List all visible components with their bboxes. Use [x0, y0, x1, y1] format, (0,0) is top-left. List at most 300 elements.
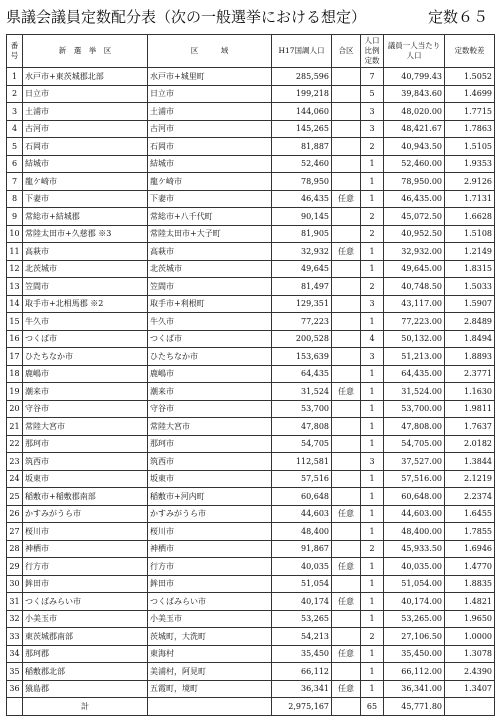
cell-per-seat: 51,213.00 [384, 348, 445, 366]
cell-merge [332, 208, 361, 226]
table-row [7, 103, 495, 121]
cell-no: 32 [7, 610, 23, 628]
header-area: 区 域 [148, 35, 272, 68]
cell-merge [332, 470, 361, 488]
table-row [7, 453, 495, 471]
cell-ratio: 2.1219 [445, 470, 495, 488]
cell-merge: 任意 [332, 190, 361, 208]
cell-seats: 3 [361, 295, 384, 313]
cell-ratio: 1.2149 [445, 243, 495, 261]
cell-area: 筑西市 [148, 453, 272, 471]
cell-area: 笠間市 [148, 278, 272, 296]
cell-seats: 1 [361, 243, 384, 261]
cell-district: つくばみらい市 [23, 593, 148, 611]
cell-ratio: 1.9811 [445, 400, 495, 418]
table-row [7, 208, 495, 226]
cell-area: 日立市 [148, 85, 272, 103]
cell-ratio: 2.2374 [445, 488, 495, 506]
total-per-seat: 45,771.80 [384, 698, 445, 716]
cell-seats: 4 [361, 330, 384, 348]
cell-population: 144,060 [272, 103, 332, 121]
total-no-cell [7, 698, 23, 716]
cell-seats: 2 [361, 278, 384, 296]
cell-area: 小美玉市 [148, 610, 272, 628]
cell-seats: 1 [361, 418, 384, 436]
cell-district: 行方市 [23, 558, 148, 576]
table-header [7, 35, 495, 68]
cell-area: 鹿嶋市 [148, 365, 272, 383]
cell-population: 81,905 [272, 225, 332, 243]
table-row [7, 488, 495, 506]
cell-area: 常陸大宮市 [148, 418, 272, 436]
cell-per-seat: 57,516.00 [384, 470, 445, 488]
header-no: 番号 [7, 35, 23, 68]
cell-no: 14 [7, 295, 23, 313]
cell-merge [332, 540, 361, 558]
table-row [7, 365, 495, 383]
cell-seats: 3 [361, 120, 384, 138]
table-row [7, 645, 495, 663]
cell-merge [332, 313, 361, 331]
cell-seats: 2 [361, 225, 384, 243]
cell-district: 東茨城郡南部 [23, 628, 148, 646]
cell-no: 17 [7, 348, 23, 366]
cell-per-seat: 44,603.00 [384, 505, 445, 523]
cell-per-seat: 47,808.00 [384, 418, 445, 436]
table-row [7, 435, 495, 453]
cell-per-seat: 48,421.67 [384, 120, 445, 138]
cell-district: 坂東市 [23, 470, 148, 488]
cell-district: 龍ケ崎市 [23, 173, 148, 191]
cell-merge [332, 365, 361, 383]
cell-area: 鉾田市 [148, 575, 272, 593]
table-row [7, 540, 495, 558]
cell-population: 153,639 [272, 348, 332, 366]
cell-seats: 1 [361, 575, 384, 593]
cell-no: 19 [7, 383, 23, 401]
table-row [7, 313, 495, 331]
cell-no: 21 [7, 418, 23, 436]
cell-district: 結城市 [23, 155, 148, 173]
cell-merge [332, 610, 361, 628]
cell-population: 40,174 [272, 593, 332, 611]
cell-population: 91,867 [272, 540, 332, 558]
cell-district: 猿島郡 [23, 680, 148, 698]
cell-district: 牛久市 [23, 313, 148, 331]
cell-area: 常陸太田市+大子町 [148, 225, 272, 243]
cell-seats: 7 [361, 68, 384, 86]
cell-merge: 任意 [332, 558, 361, 576]
cell-seats: 1 [361, 645, 384, 663]
cell-area: 古河市 [148, 120, 272, 138]
total-area-cell [148, 698, 272, 716]
cell-per-seat: 66,112.00 [384, 663, 445, 681]
cell-area: 土浦市 [148, 103, 272, 121]
cell-no: 25 [7, 488, 23, 506]
cell-district: 那珂市 [23, 435, 148, 453]
cell-ratio: 1.7637 [445, 418, 495, 436]
cell-no: 16 [7, 330, 23, 348]
cell-per-seat: 48,400.00 [384, 523, 445, 541]
cell-ratio: 1.8893 [445, 348, 495, 366]
cell-district: 鉾田市 [23, 575, 148, 593]
header-population: H17国調人口 [272, 35, 332, 68]
cell-merge: 任意 [332, 383, 361, 401]
table-row [7, 330, 495, 348]
seat-allocation-table [6, 34, 495, 716]
cell-area: ひたちなか市 [148, 348, 272, 366]
cell-area: 行方市 [148, 558, 272, 576]
cell-area: 東海村 [148, 645, 272, 663]
cell-population: 32,932 [272, 243, 332, 261]
cell-ratio: 1.5033 [445, 278, 495, 296]
cell-no: 9 [7, 208, 23, 226]
cell-ratio: 2.8489 [445, 313, 495, 331]
header-per-seat: 議員一人当たり人口 [384, 35, 445, 68]
cell-merge [332, 418, 361, 436]
cell-merge [332, 138, 361, 156]
cell-merge [332, 663, 361, 681]
cell-seats: 5 [361, 85, 384, 103]
header-ratio: 定数較差 [445, 35, 495, 68]
cell-population: 57,516 [272, 470, 332, 488]
table-row [7, 68, 495, 86]
cell-area: 坂東市 [148, 470, 272, 488]
cell-seats: 1 [361, 610, 384, 628]
cell-population: 81,887 [272, 138, 332, 156]
cell-population: 112,581 [272, 453, 332, 471]
cell-merge [332, 453, 361, 471]
cell-district: 稲敷市+稲敷郡南部 [23, 488, 148, 506]
cell-area: 下妻市 [148, 190, 272, 208]
cell-area: 結城市 [148, 155, 272, 173]
cell-seats: 1 [361, 488, 384, 506]
cell-no: 2 [7, 85, 23, 103]
cell-per-seat: 32,932.00 [384, 243, 445, 261]
cell-merge [332, 85, 361, 103]
cell-seats: 3 [361, 453, 384, 471]
cell-merge: 任意 [332, 505, 361, 523]
cell-seats: 1 [361, 593, 384, 611]
cell-per-seat: 40,952.50 [384, 225, 445, 243]
cell-ratio: 1.3407 [445, 680, 495, 698]
cell-area: つくばみらい市 [148, 593, 272, 611]
cell-population: 46,435 [272, 190, 332, 208]
cell-district: 稲敷郡北部 [23, 663, 148, 681]
cell-area: 守谷市 [148, 400, 272, 418]
cell-merge: 任意 [332, 645, 361, 663]
page-title [6, 4, 494, 30]
cell-area: 石岡市 [148, 138, 272, 156]
cell-area: 神栖市 [148, 540, 272, 558]
cell-district: 小美玉市 [23, 610, 148, 628]
cell-ratio: 1.8494 [445, 330, 495, 348]
cell-seats: 1 [361, 400, 384, 418]
cell-no: 10 [7, 225, 23, 243]
cell-area: 牛久市 [148, 313, 272, 331]
cell-per-seat: 77,223.00 [384, 313, 445, 331]
cell-per-seat: 35,450.00 [384, 645, 445, 663]
cell-district: 日立市 [23, 85, 148, 103]
total-population: 2,975,167 [272, 698, 332, 716]
table-row [7, 505, 495, 523]
header-seats: 人口比例定数 [361, 35, 384, 68]
cell-per-seat: 64,435.00 [384, 365, 445, 383]
total-seats: 65 [361, 698, 384, 716]
cell-no: 11 [7, 243, 23, 261]
table-row [7, 400, 495, 418]
cell-population: 35,450 [272, 645, 332, 663]
table-row [7, 278, 495, 296]
cell-ratio: 1.5052 [445, 68, 495, 86]
cell-district: 常陸太田市+久慈郡 ※3 [23, 225, 148, 243]
cell-per-seat: 40,943.50 [384, 138, 445, 156]
cell-district: 神栖市 [23, 540, 148, 558]
cell-ratio: 2.4390 [445, 663, 495, 681]
cell-no: 5 [7, 138, 23, 156]
cell-seats: 2 [361, 628, 384, 646]
cell-per-seat: 60,648.00 [384, 488, 445, 506]
total-ratio-cell [445, 698, 495, 716]
cell-merge [332, 155, 361, 173]
cell-population: 200,528 [272, 330, 332, 348]
cell-seats: 1 [361, 313, 384, 331]
cell-merge: 任意 [332, 593, 361, 611]
cell-population: 78,950 [272, 173, 332, 191]
cell-ratio: 2.9126 [445, 173, 495, 191]
table-footer [7, 698, 495, 716]
cell-per-seat: 45,933.50 [384, 540, 445, 558]
cell-area: 五霞町，境町 [148, 680, 272, 698]
cell-population: 49,645 [272, 260, 332, 278]
cell-per-seat: 45,072.50 [384, 208, 445, 226]
cell-district: かすみがうら市 [23, 505, 148, 523]
cell-population: 77,223 [272, 313, 332, 331]
cell-seats: 1 [361, 155, 384, 173]
cell-per-seat: 27,106.50 [384, 628, 445, 646]
cell-per-seat: 53,265.00 [384, 610, 445, 628]
cell-district: 下妻市 [23, 190, 148, 208]
cell-district: 石岡市 [23, 138, 148, 156]
cell-population: 53,265 [272, 610, 332, 628]
cell-no: 13 [7, 278, 23, 296]
cell-per-seat: 40,174.00 [384, 593, 445, 611]
cell-area: 桜川市 [148, 523, 272, 541]
cell-ratio: 1.5907 [445, 295, 495, 313]
cell-per-seat: 40,035.00 [384, 558, 445, 576]
cell-per-seat: 39,843.60 [384, 85, 445, 103]
cell-seats: 1 [361, 173, 384, 191]
cell-seats: 1 [361, 505, 384, 523]
table-row [7, 155, 495, 173]
cell-no: 12 [7, 260, 23, 278]
cell-population: 36,341 [272, 680, 332, 698]
cell-seats: 1 [361, 383, 384, 401]
cell-seats: 1 [361, 190, 384, 208]
cell-ratio: 2.3771 [445, 365, 495, 383]
cell-per-seat: 50,132.00 [384, 330, 445, 348]
cell-no: 7 [7, 173, 23, 191]
cell-district: 常陸大宮市 [23, 418, 148, 436]
cell-merge [332, 435, 361, 453]
cell-population: 47,808 [272, 418, 332, 436]
cell-population: 90,145 [272, 208, 332, 226]
cell-no: 27 [7, 523, 23, 541]
cell-no: 36 [7, 680, 23, 698]
cell-population: 60,648 [272, 488, 332, 506]
table-row [7, 295, 495, 313]
header-merge: 合区 [332, 35, 361, 68]
table-row [7, 348, 495, 366]
cell-ratio: 1.7863 [445, 120, 495, 138]
cell-ratio: 1.8315 [445, 260, 495, 278]
cell-no: 1 [7, 68, 23, 86]
cell-population: 81,497 [272, 278, 332, 296]
cell-no: 3 [7, 103, 23, 121]
cell-district: 古河市 [23, 120, 148, 138]
cell-ratio: 1.1630 [445, 383, 495, 401]
cell-population: 54,213 [272, 628, 332, 646]
cell-district: ひたちなか市 [23, 348, 148, 366]
cell-area: 龍ケ崎市 [148, 173, 272, 191]
cell-ratio: 1.4821 [445, 593, 495, 611]
cell-merge [332, 173, 361, 191]
cell-merge [332, 68, 361, 86]
cell-ratio: 1.4770 [445, 558, 495, 576]
table-row [7, 523, 495, 541]
cell-merge [332, 225, 361, 243]
cell-seats: 1 [361, 523, 384, 541]
cell-district: 水戸市+東茨城郡北部 [23, 68, 148, 86]
cell-area: 水戸市+城里町 [148, 68, 272, 86]
cell-merge [332, 488, 361, 506]
cell-per-seat: 36,341.00 [384, 680, 445, 698]
cell-population: 40,035 [272, 558, 332, 576]
cell-per-seat: 31,524.00 [384, 383, 445, 401]
cell-ratio: 1.9650 [445, 610, 495, 628]
cell-per-seat: 37,527.00 [384, 453, 445, 471]
table-row [7, 85, 495, 103]
cell-ratio: 1.7855 [445, 523, 495, 541]
table-row [7, 243, 495, 261]
cell-district: 取手市+北相馬郡 ※2 [23, 295, 148, 313]
header-district: 新 選 挙 区 [23, 35, 148, 68]
cell-no: 22 [7, 435, 23, 453]
cell-merge [332, 400, 361, 418]
cell-seats: 1 [361, 365, 384, 383]
cell-population: 285,596 [272, 68, 332, 86]
cell-district: 笠間市 [23, 278, 148, 296]
cell-per-seat: 52,460.00 [384, 155, 445, 173]
table-row [7, 120, 495, 138]
cell-no: 29 [7, 558, 23, 576]
cell-per-seat: 48,020.00 [384, 103, 445, 121]
cell-district: 北茨城市 [23, 260, 148, 278]
cell-no: 31 [7, 593, 23, 611]
table-row [7, 628, 495, 646]
cell-merge [332, 628, 361, 646]
cell-ratio: 2.0182 [445, 435, 495, 453]
cell-merge [332, 523, 361, 541]
cell-no: 24 [7, 470, 23, 488]
cell-seats: 1 [361, 260, 384, 278]
cell-ratio: 1.5108 [445, 225, 495, 243]
cell-area: 茨城町，大洗町 [148, 628, 272, 646]
cell-area: 常総市+八千代町 [148, 208, 272, 226]
cell-merge [332, 260, 361, 278]
table-row [7, 575, 495, 593]
cell-per-seat: 46,435.00 [384, 190, 445, 208]
cell-ratio: 1.7131 [445, 190, 495, 208]
cell-no: 34 [7, 645, 23, 663]
cell-merge [332, 120, 361, 138]
cell-ratio: 1.0000 [445, 628, 495, 646]
cell-no: 33 [7, 628, 23, 646]
cell-district: 桜川市 [23, 523, 148, 541]
cell-district: 筑西市 [23, 453, 148, 471]
cell-area: かすみがうら市 [148, 505, 272, 523]
cell-no: 4 [7, 120, 23, 138]
cell-merge: 任意 [332, 243, 361, 261]
table-row [7, 593, 495, 611]
table-row [7, 260, 495, 278]
cell-ratio: 1.7715 [445, 103, 495, 121]
cell-area: つくば市 [148, 330, 272, 348]
cell-population: 51,054 [272, 575, 332, 593]
cell-seats: 1 [361, 663, 384, 681]
cell-seats: 1 [361, 558, 384, 576]
table-row [7, 138, 495, 156]
cell-no: 6 [7, 155, 23, 173]
cell-merge [332, 278, 361, 296]
cell-population: 52,460 [272, 155, 332, 173]
cell-area: 稲敷市+河内町 [148, 488, 272, 506]
cell-per-seat: 40,748.50 [384, 278, 445, 296]
total-row [7, 698, 495, 716]
cell-no: 20 [7, 400, 23, 418]
seat-count-label: 定数６５ [427, 8, 488, 26]
table-row [7, 558, 495, 576]
cell-seats: 2 [361, 138, 384, 156]
cell-population: 145,265 [272, 120, 332, 138]
cell-ratio: 1.8835 [445, 575, 495, 593]
cell-no: 8 [7, 190, 23, 208]
cell-merge [332, 103, 361, 121]
cell-ratio: 1.3844 [445, 453, 495, 471]
cell-seats: 2 [361, 208, 384, 226]
cell-no: 18 [7, 365, 23, 383]
cell-population: 31,524 [272, 383, 332, 401]
cell-per-seat: 43,117.00 [384, 295, 445, 313]
table-row [7, 173, 495, 191]
cell-merge [332, 348, 361, 366]
table-row [7, 663, 495, 681]
cell-area: 美浦村，阿見町 [148, 663, 272, 681]
cell-population: 129,351 [272, 295, 332, 313]
cell-population: 54,705 [272, 435, 332, 453]
cell-population: 53,700 [272, 400, 332, 418]
cell-ratio: 1.6946 [445, 540, 495, 558]
cell-district: 土浦市 [23, 103, 148, 121]
cell-seats: 3 [361, 103, 384, 121]
table-row [7, 610, 495, 628]
cell-area: 高萩市 [148, 243, 272, 261]
cell-district: つくば市 [23, 330, 148, 348]
cell-no: 26 [7, 505, 23, 523]
cell-per-seat: 78,950.00 [384, 173, 445, 191]
table-row [7, 418, 495, 436]
table-row [7, 680, 495, 698]
